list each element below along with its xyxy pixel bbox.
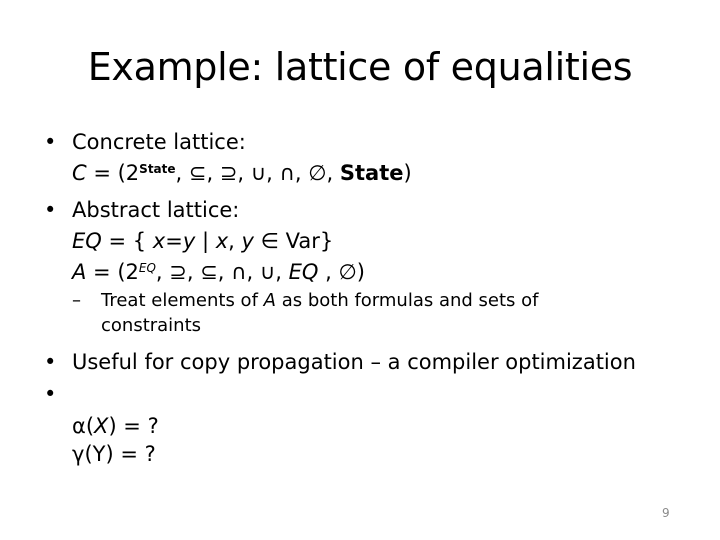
eq-superscript: EQ xyxy=(138,261,156,275)
in-var: ∈ Var} xyxy=(253,229,334,253)
a-variable: A xyxy=(263,290,276,311)
eq-open: = { xyxy=(101,229,153,253)
page-number: 9 xyxy=(662,506,670,520)
eq-definition xyxy=(72,228,333,254)
comma: , xyxy=(228,229,242,253)
gamma-rest: (Y) = ? xyxy=(84,442,156,466)
a-sep: , xyxy=(155,260,170,284)
bullet-marker: • xyxy=(44,382,57,406)
alpha-symbol: α xyxy=(72,414,86,438)
x-argument: X xyxy=(94,414,109,438)
x-var: x xyxy=(215,229,229,253)
y-var: y xyxy=(182,229,196,253)
sub-bullet-text xyxy=(101,289,539,313)
abstract-operators: ⊇, ⊆, ∩, ∪, xyxy=(169,260,282,284)
a-variable: A xyxy=(72,260,87,284)
abstract-lattice-label: Abstract lattice: xyxy=(72,198,240,222)
alpha-line: α(X) = ? xyxy=(72,414,159,438)
sub-text-prefix: Treat elements of xyxy=(101,290,264,311)
a-close: , ∅) xyxy=(318,260,365,284)
c-close: ) xyxy=(403,161,412,185)
concrete-lattice-definition xyxy=(72,160,412,186)
a-definition xyxy=(72,259,365,285)
sub-bullet-dash: – xyxy=(72,290,81,311)
such-that-bar: | xyxy=(195,229,216,253)
alpha-rest: ) = ? xyxy=(108,414,159,438)
bullet-marker: • xyxy=(44,130,57,154)
eq-variable: EQ xyxy=(72,229,102,253)
slide-title: Example: lattice of equalities xyxy=(87,45,633,89)
sub-text-suffix: as both formulas and sets of xyxy=(275,290,539,311)
concrete-lattice-label: Concrete lattice: xyxy=(72,130,246,154)
state-word: State xyxy=(339,161,404,185)
concrete-operators: ⊆, ⊇, ∪, ∩, ∅, xyxy=(188,161,334,185)
useful-bullet: Useful for copy propagation – a compiler optimization xyxy=(72,350,636,374)
c-variable: C xyxy=(72,161,87,185)
y-var: y xyxy=(241,229,254,253)
bullet-marker: • xyxy=(44,198,57,222)
x-var: x xyxy=(152,229,166,253)
gamma-line xyxy=(72,441,156,467)
gamma-symbol: γ xyxy=(72,442,85,466)
eq-variable: EQ xyxy=(288,260,319,284)
equals-sign: = xyxy=(165,229,183,253)
c-equals: = (2 xyxy=(86,161,140,185)
sub-bullet-text-line2: constraints xyxy=(101,315,202,336)
a-equals: = (2 xyxy=(86,260,139,284)
bullet-marker: • xyxy=(44,350,57,374)
c-sep: , xyxy=(175,161,189,185)
state-superscript: State xyxy=(139,162,176,176)
